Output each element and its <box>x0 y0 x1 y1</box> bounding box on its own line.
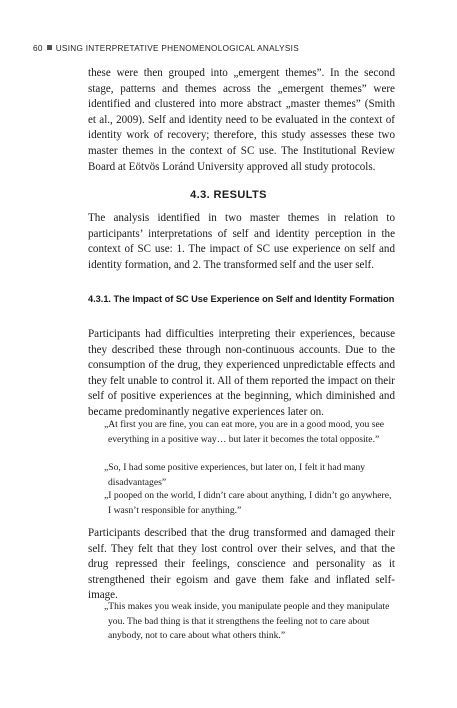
quote-block-3: „I pooped on the world, I didn’t care about anything, I didn’t go anywhere, I wasn’t responsible for anything.” <box>104 490 392 516</box>
running-head <box>33 44 299 53</box>
section-heading-results: 4.3. RESULTS <box>190 189 267 201</box>
page-number: 60 <box>33 44 43 53</box>
quote-block-2: „So, I had some positive experiences, but later on, I felt it had many disadvantages” <box>104 462 366 488</box>
quote-block-4: „This makes you weak inside, you manipulate people and they manipulate you. The bad thing is that it strengthens the feeling not to care about anybody, not to care about what others think.” <box>104 601 390 641</box>
subsection-heading: 4.3.1. The Impact of SC Use Experience on Self and Identity Formation <box>88 294 395 304</box>
running-head-title: USING INTERPRETATIVE PHENOMENOLOGICAL ANALYSIS <box>55 44 299 53</box>
paragraph-results-intro: The analysis identified in two master themes in relation to participants’ interpretations of self and identity perception in the context of SC use: 1. The impact of SC use experience on self and identity formation, and 2. The transformed self and the user self. <box>88 212 395 271</box>
square-bullet-icon <box>47 45 52 50</box>
paragraph-methods-continuation: these were then grouped into „emergent themes”. In the second stage, patterns and themes across the „emergent themes” were identified and clustered into more abstract „master themes” (Smith et al., 2009). Self and identity need to be evaluated in the context of identity work of recovery; therefore, this study assesses these two master themes in the context of SC use. The Institutional Review Board at Eötvös Loránd University approved all study protocols. <box>88 67 395 173</box>
paragraph-difficulties: Participants had difficulties interpreting their experiences, because they described these through non-continuous accounts. Due to the consumption of the drug, they experienced unpredictable effects and they felt unable to control it. All of them reported the impact on their self of positive experiences at the beginning, which diminished and became predominantly negative experiences later on. <box>88 328 395 418</box>
quote-block-1: „At first you are fine, you can eat more, you are in a good mood, you see everything in a positive way… but later it becomes the total opposite.” <box>104 419 384 445</box>
paragraph-transformed-self: Participants described that the drug transformed and damaged their self. They felt that they lost control over their selves, and that the drug repressed their feelings, conscience and personality as it strengthened their egoism and gave them fake and inflated self-image. <box>88 527 395 602</box>
